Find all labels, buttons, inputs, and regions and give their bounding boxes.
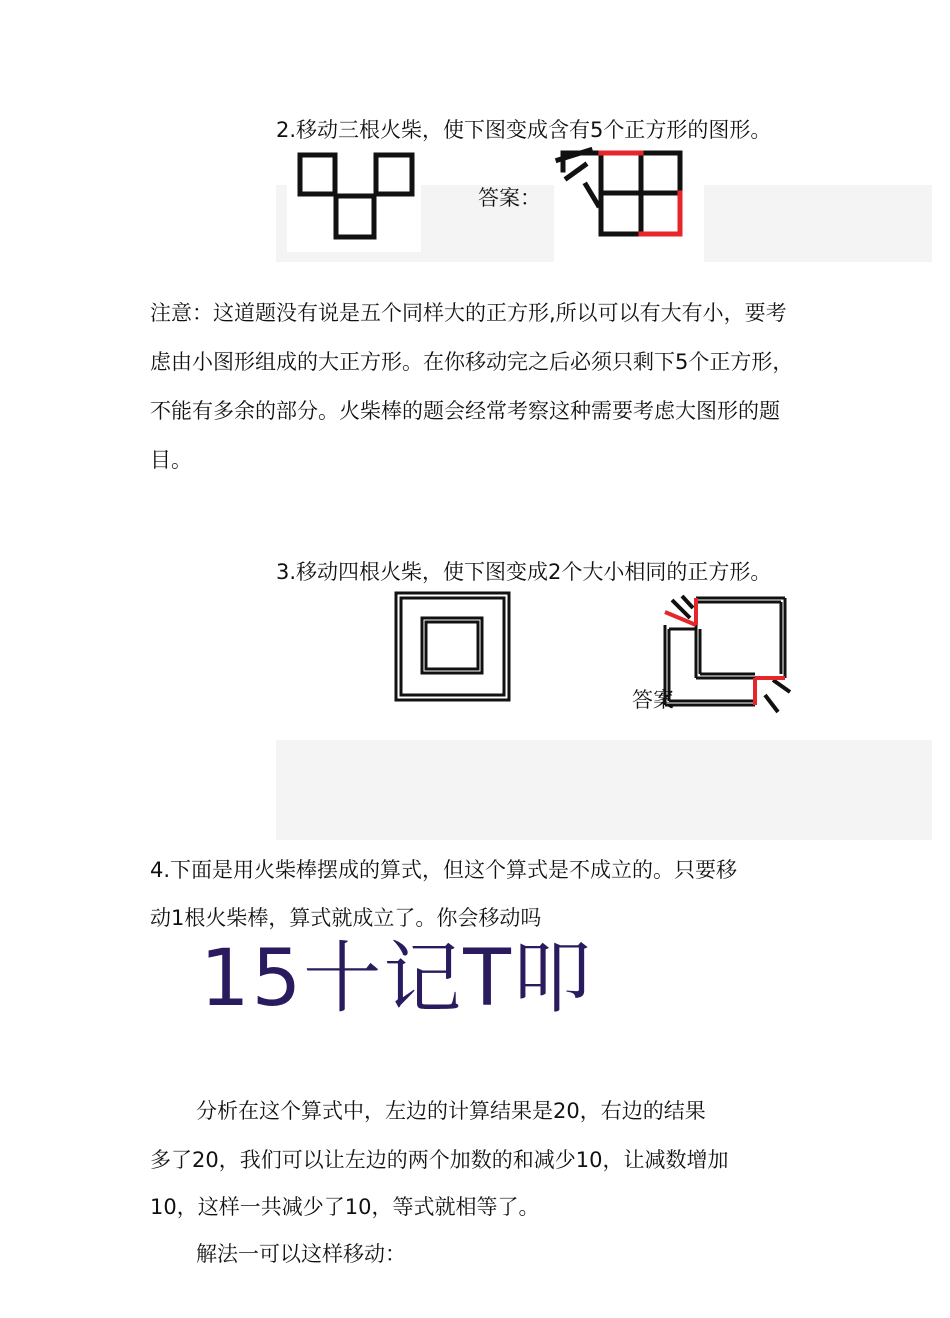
problem2-answer-label: 答案： — [478, 186, 541, 210]
note-line: 目。 — [150, 448, 192, 472]
problem4-line: 4.下面是用火柴棒摆成的算式，但这个算式是不成立的。只要移 — [150, 858, 738, 882]
note-line: 虑由小图形组成的大正方形。在你移动完之后必须只剩下5个正方形， — [150, 350, 794, 374]
analysis-line: 多了20，我们可以让左边的两个加数的和减少10，让减数增加 — [150, 1148, 729, 1172]
problem3-answer-label: 答案 — [632, 688, 674, 712]
note-line: 不能有多余的部分。火柴棒的题会经常考察这种需要考虑大图形的题 — [150, 399, 780, 423]
problem4-line: 动1根火柴棒，算式就成立了。你会移动吗 — [150, 906, 542, 930]
matchstick-equation: 15十记T叩 — [200, 934, 593, 1024]
analysis-line: 分析在这个算式中，左边的计算结果是20，右边的结果 — [196, 1099, 706, 1123]
figure-background — [276, 740, 932, 840]
problem3-title: 3.移动四根火柴，使下图变成2个大小相同的正方形。 — [276, 560, 772, 584]
analysis-line: 10，这样一共减少了10，等式就相等了。 — [150, 1195, 540, 1219]
problem2-title: 2.移动三根火柴，使下图变成含有5个正方形的图形。 — [276, 118, 772, 142]
note-line: 注意：这道题没有说是五个同样大的正方形,所以可以有大有小，要考 — [150, 301, 787, 325]
analysis-line: 解法一可以这样移动： — [196, 1242, 406, 1266]
